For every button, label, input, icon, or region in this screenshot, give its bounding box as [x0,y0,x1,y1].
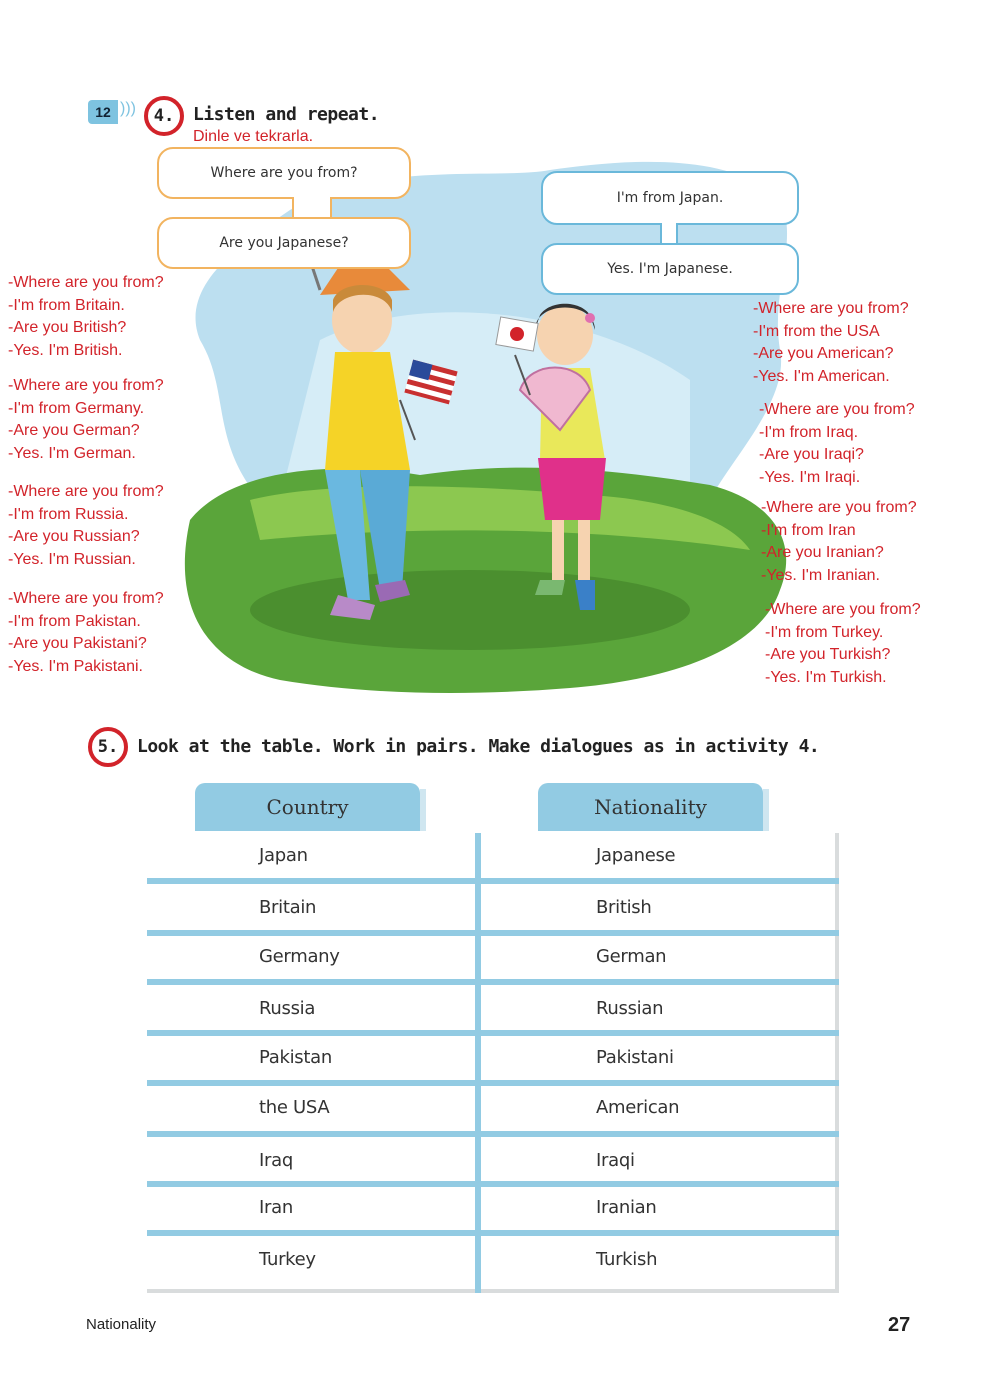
table-row-line [147,1080,839,1086]
speech-bubble-girl-2 [541,243,799,295]
dialogue-line: -Yes. I'm American. [753,367,890,385]
dialogue-line: -Yes. I'm British. [8,341,123,359]
dialogue-pakistan [8,588,164,678]
speech-bubble-boy-2 [157,217,411,269]
cell-country: the USA [259,1097,330,1118]
grass-shadow [250,570,690,650]
dialogue-line: -Where are you from? [8,274,164,291]
dialogue-line: -I'm from the USA [753,322,880,340]
header-label: Nationality [594,795,707,819]
bubble-text: Where are you from? [210,165,358,181]
cell-country: Pakistan [259,1047,332,1068]
dialogue-line: -Yes. I'm Russian. [8,550,136,568]
page-number: 27 [888,1314,911,1336]
dialogue-line: -Yes. I'm Iranian. [761,566,880,584]
dialogue-line: -Are you Iranian? [761,544,884,561]
footer-unit-title: Nationality [86,1316,157,1333]
dialogue-line: -I'm from Iraq. [759,423,859,441]
cell-nationality: Turkish [596,1249,658,1270]
dialogue-line: -I'm from Britain. [8,296,125,314]
dialogue-line: -I'm from Iran [761,521,856,539]
bubble-text: I'm from Japan. [616,190,724,206]
speech-bubble-girl-1 [541,171,799,225]
activity-5-number: 5. [88,727,128,767]
dialogue-line: -Where are you from? [8,483,164,500]
cell-nationality: Russian [596,998,664,1019]
table-row-line [147,1181,839,1187]
activity-4-subtitle: Dinle ve tekrarla. [193,128,314,145]
nationality-table [147,833,839,1293]
dialogue-iraq [759,399,915,489]
dialogue-line: -Where are you from? [8,590,164,607]
table-row-line [147,1230,839,1236]
bubble-connector [660,223,678,245]
cell-nationality: Iranian [596,1197,657,1218]
dialogue-line: -I'm from Germany. [8,399,145,417]
dialogue-line: -Are you Turkish? [765,646,891,663]
activity-4-number: 4. [144,96,184,136]
cell-nationality: Japanese [596,845,676,866]
cell-country: Germany [259,946,340,967]
cell-nationality: Iraqi [596,1150,635,1171]
cell-country: Iran [259,1197,293,1218]
activity-4-title: Listen and repeat. [193,104,380,125]
table-row-line [147,878,839,884]
table-row-line [147,1030,839,1036]
table-header-country [195,783,420,831]
cell-country: Britain [259,897,317,918]
speech-bubble-boy-1 [157,147,411,199]
cell-nationality: American [596,1097,680,1118]
header-label: Country [266,795,349,819]
dialogue-line: -Where are you from? [753,300,909,317]
dialogue-iran [761,497,917,587]
dialogue-line: -I'm from Pakistan. [8,612,141,630]
dialogue-germany [8,375,164,465]
table-column-divider [475,833,481,1293]
bubble-text: Are you Japanese? [219,235,349,251]
table-header-nationality [538,783,763,831]
dialogue-line: -Are you British? [8,319,127,336]
dialogue-line: -Yes. I'm Iraqi. [759,468,861,486]
dialogue-britain [8,272,164,362]
dialogue-line: -Where are you from? [8,377,164,394]
dialogue-line: -Are you American? [753,345,894,362]
activity-5-title: Look at the table. Work in pairs. Make dialogues as in activity 4. [137,736,820,757]
dialogue-line: -I'm from Turkey. [765,623,884,641]
audio-track-badge[interactable]: 12 [88,100,118,124]
dialogue-russia [8,481,164,571]
dialogue-line: -Where are you from? [759,401,915,418]
dialogue-turkey [765,599,921,689]
cell-nationality: British [596,897,652,918]
table-row-line [147,979,839,985]
table-row-line [147,930,839,936]
dialogue-usa [753,298,909,388]
table-row-line [147,1131,839,1137]
cell-country: Turkey [259,1249,316,1270]
dialogue-line: -Are you Russian? [8,528,140,545]
cell-country: Iraq [259,1150,293,1171]
cell-nationality: German [596,946,667,967]
dialogue-line: -Are you Pakistani? [8,635,147,652]
dialogue-line: -Are you German? [8,422,140,439]
bubble-connector [292,197,332,219]
dialogue-line: -Yes. I'm Turkish. [765,668,887,686]
cell-nationality: Pakistani [596,1047,674,1068]
dialogue-line: -Yes. I'm Pakistani. [8,657,143,675]
dialogue-line: -Yes. I'm German. [8,444,136,462]
sound-wave-icon: ))) [120,100,136,117]
dialogue-line: -Where are you from? [765,601,921,618]
bubble-text: Yes. I'm Japanese. [607,261,733,277]
dialogue-line: -Where are you from? [761,499,917,516]
dialogue-line: -I'm from Russia. [8,505,129,523]
dialogue-line: -Are you Iraqi? [759,446,864,463]
cell-country: Japan [259,845,308,866]
cell-country: Russia [259,998,316,1019]
